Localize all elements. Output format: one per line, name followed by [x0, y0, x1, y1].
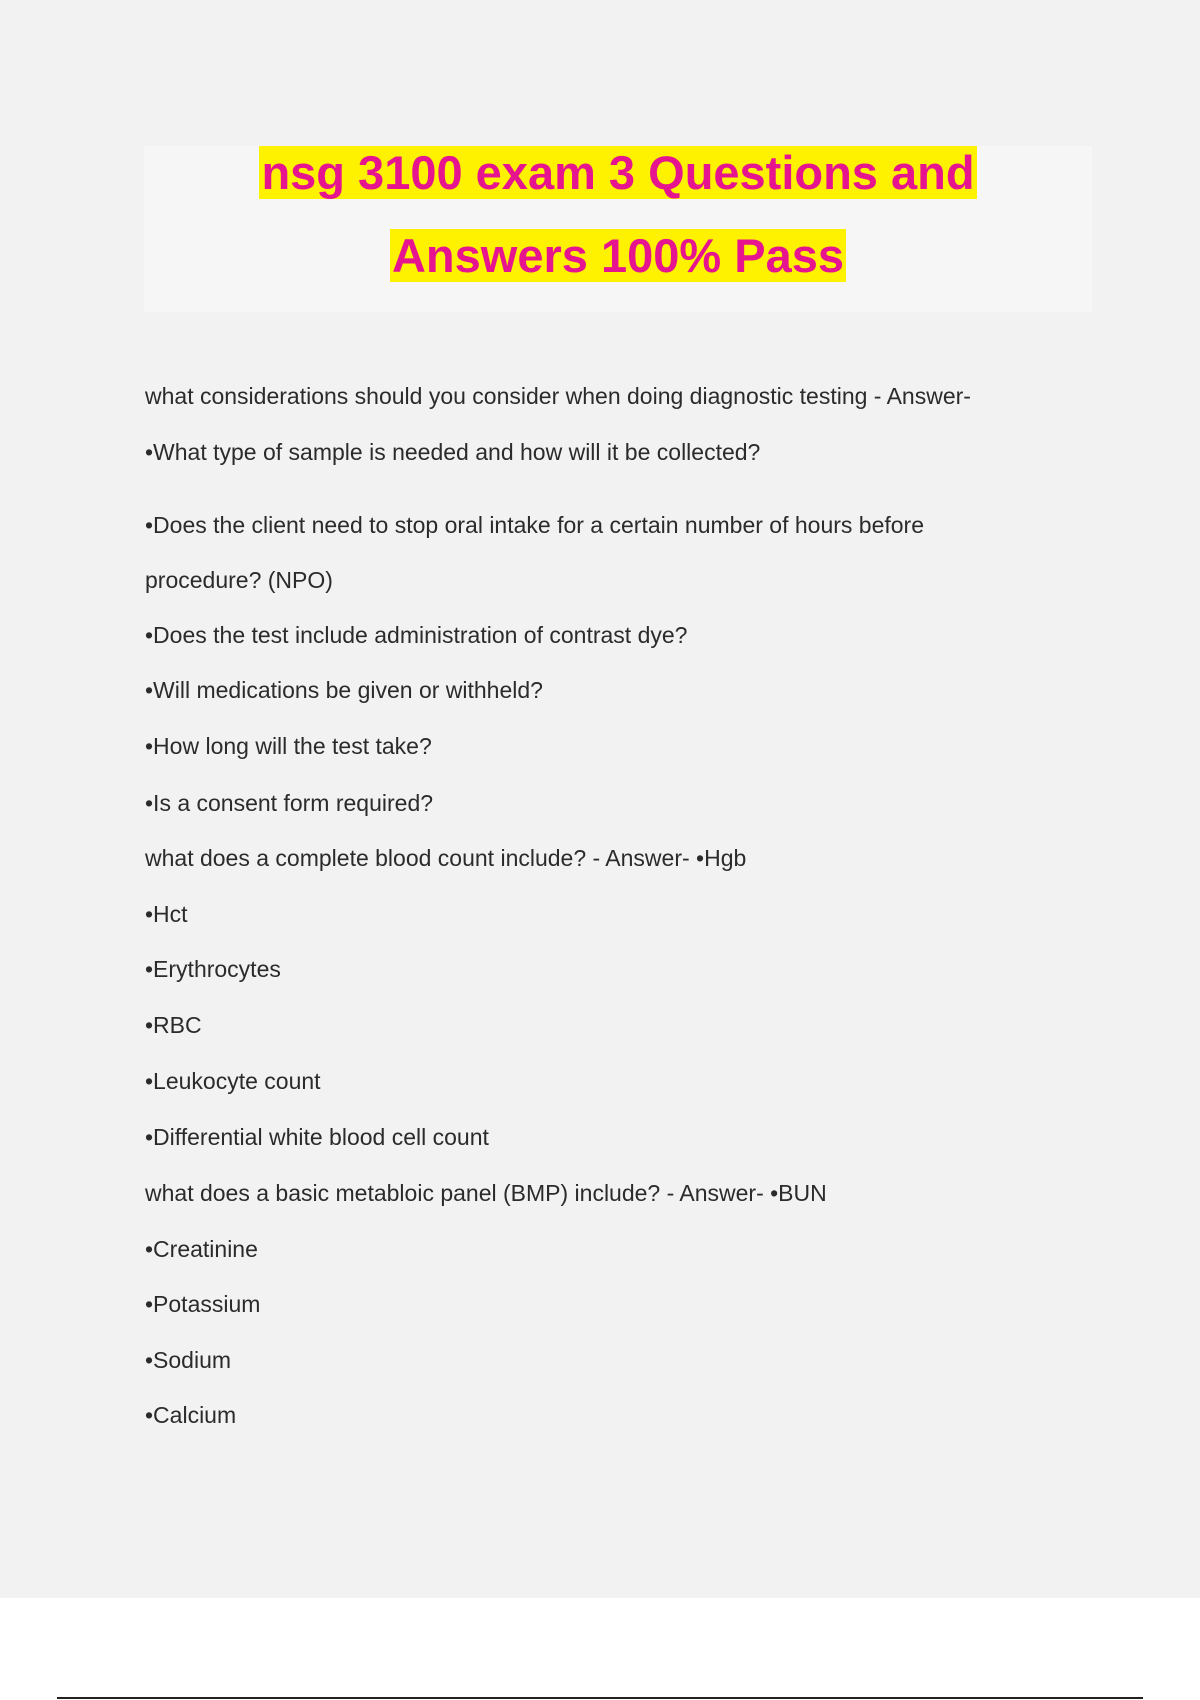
answer-bullet: •Calcium [145, 1402, 237, 1428]
answer-bullet: •Leukocyte count [145, 1068, 321, 1094]
document-title-line-2: Answers 100% Pass [391, 229, 844, 282]
answer-bullet: •Is a consent form required? [145, 790, 434, 816]
answer-bullet: •How long will the test take? [145, 733, 432, 759]
question-line: what does a complete blood count include? - Answer- •Hgb [145, 845, 747, 871]
document-title-line-1: nsg 3100 exam 3 Questions and [261, 146, 975, 199]
answer-bullet: •RBC [145, 1012, 202, 1038]
answer-bullet: •What type of sample is needed and how will it be collected? [145, 439, 761, 465]
answer-bullet: •Does the test include administration of contrast dye? [145, 622, 688, 648]
answer-bullet: •Creatinine [145, 1236, 258, 1262]
question-line: what considerations should you consider when doing diagnostic testing - Answer- [145, 383, 971, 409]
answer-bullet: •Will medications be given or withheld? [145, 677, 543, 703]
answer-bullet: •Hct [145, 901, 188, 927]
answer-bullet: •Does the client need to stop oral intake for a certain number of hours before [145, 512, 925, 538]
answer-bullet: •Differential white blood cell count [145, 1124, 489, 1150]
answer-bullet: •Sodium [145, 1347, 232, 1373]
answer-bullet: •Potassium [145, 1291, 261, 1317]
question-line: what does a basic metabloic panel (BMP) include? - Answer- •BUN [145, 1180, 827, 1206]
footer-rule [57, 1697, 1143, 1699]
answer-continuation: procedure? (NPO) [145, 567, 333, 593]
answer-bullet: •Erythrocytes [145, 956, 281, 982]
